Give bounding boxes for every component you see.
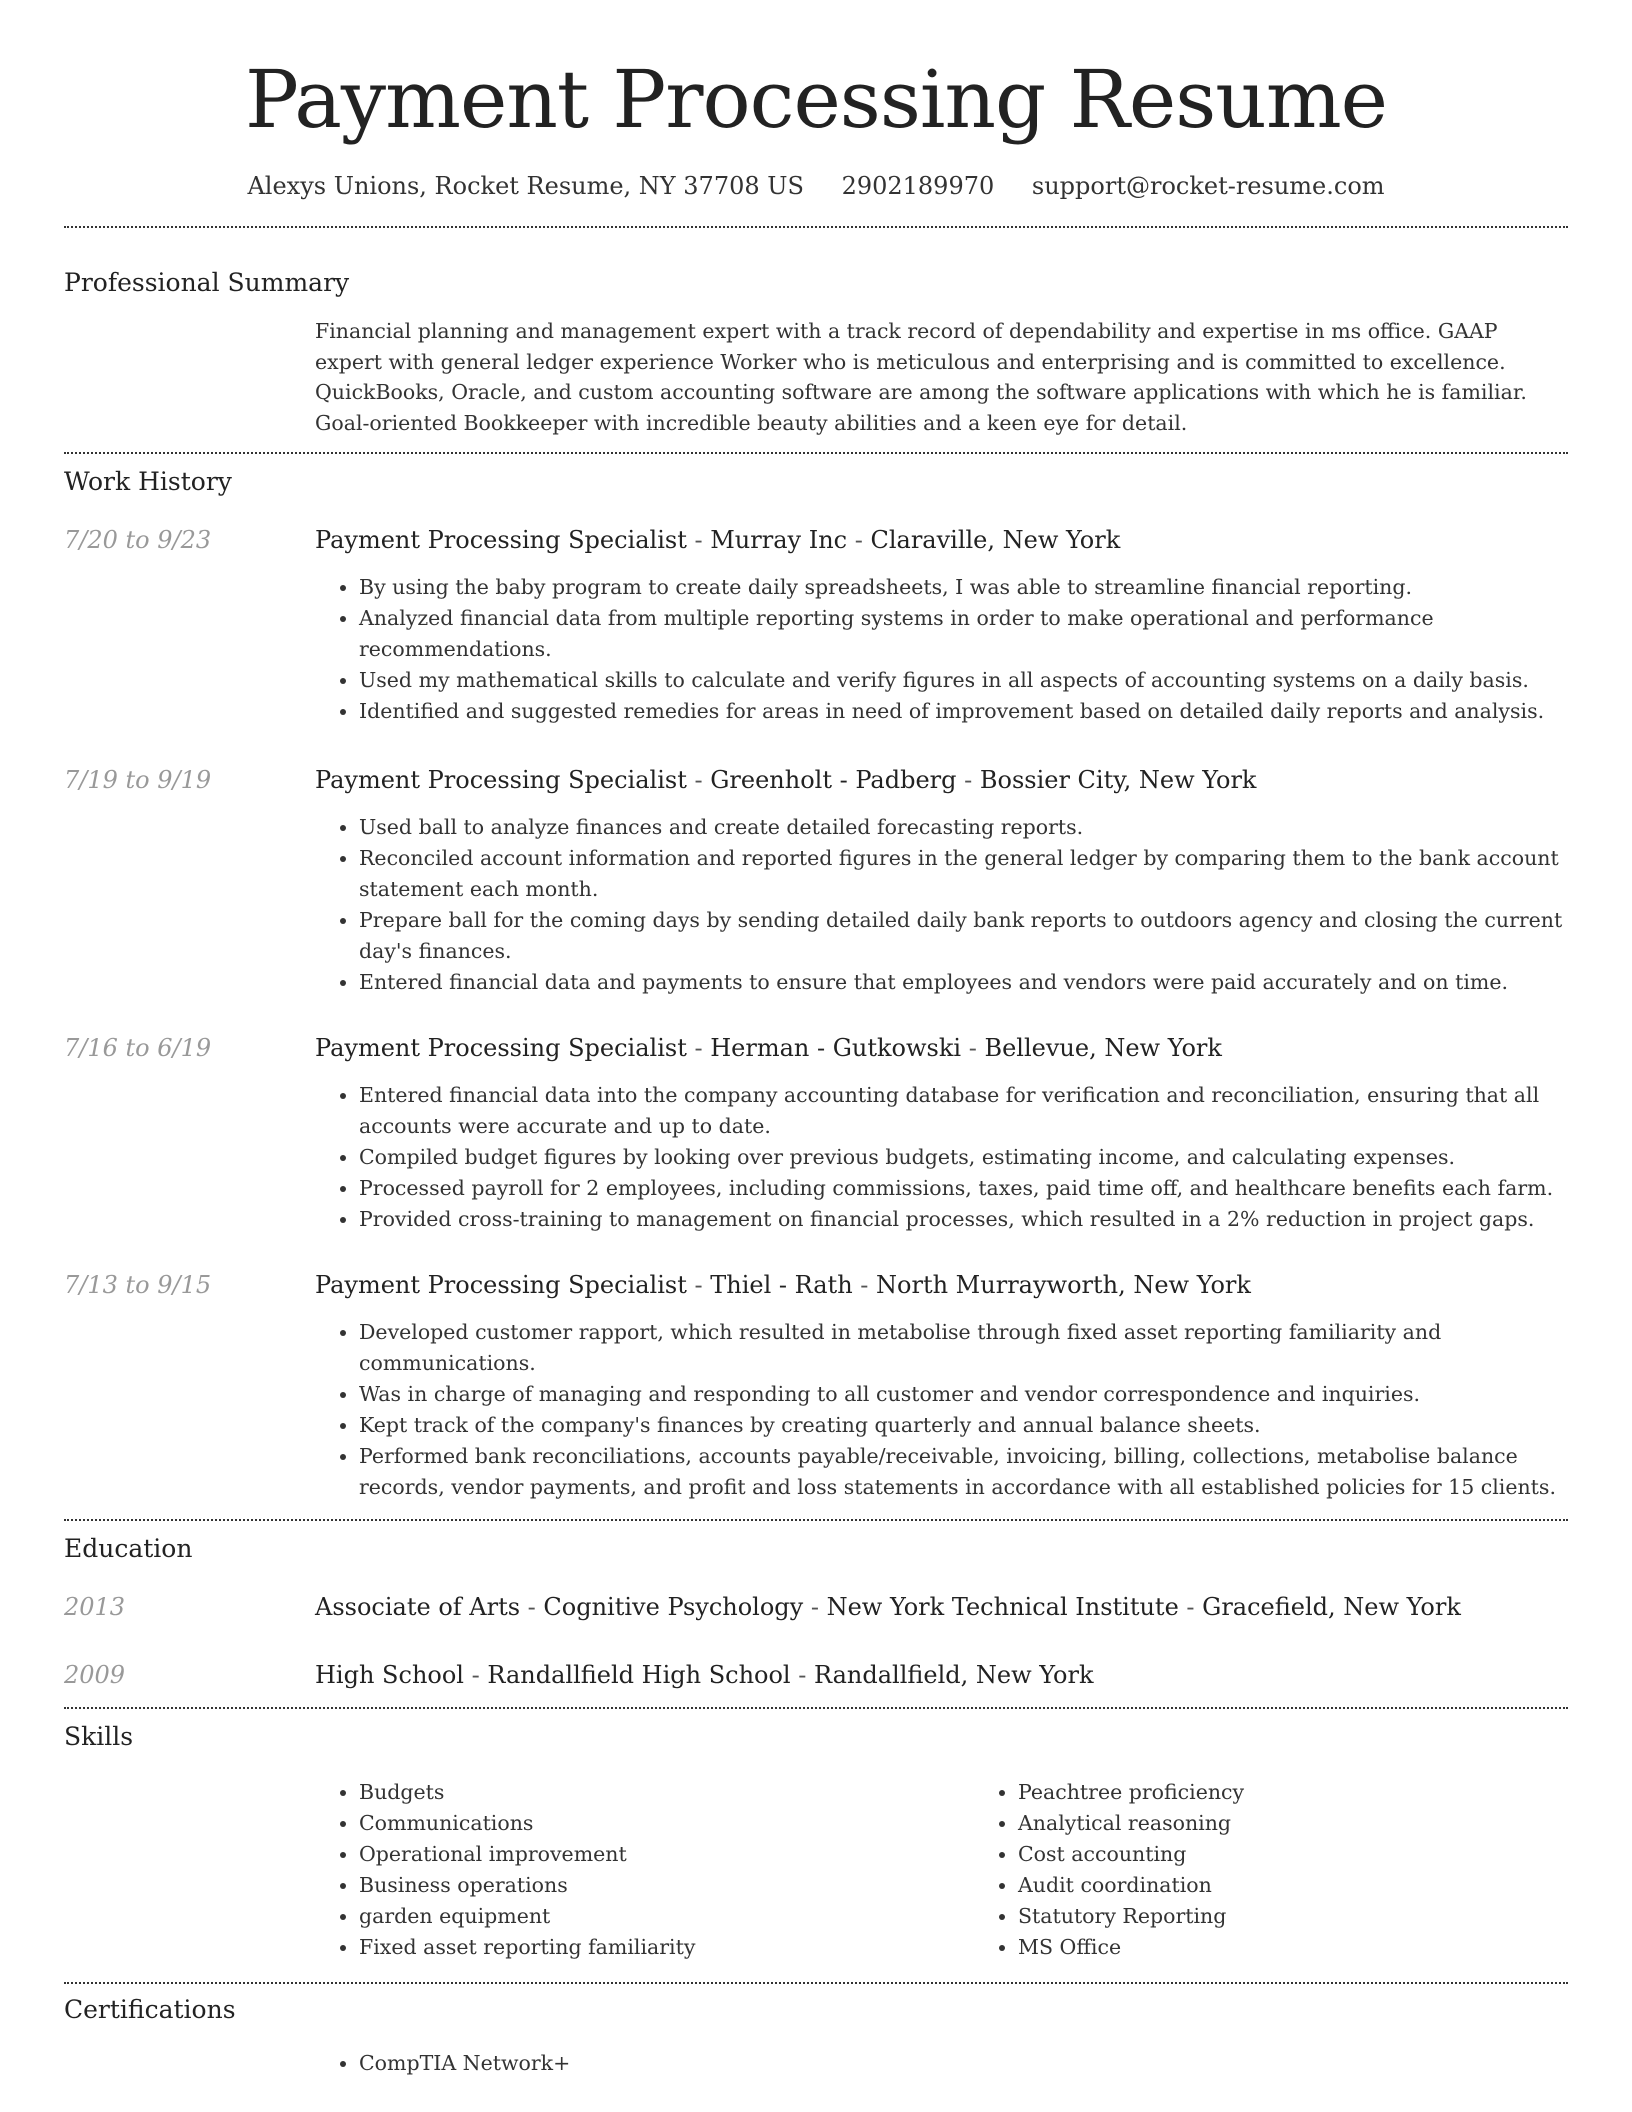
contact-address: Alexys Unions, Rocket Resume, NY 37708 US <box>247 172 804 200</box>
job-bullet: • Reconciled account information and reported figures in the general ledger by comparing them to the bank account statement each month. <box>359 843 1568 905</box>
skill-item: • Cost accounting <box>1018 1839 1244 1870</box>
job-heading: Payment Processing Specialist - Greenholt - Padberg - Bossier City, New York <box>315 766 1257 794</box>
skill-item: • Peachtree proficiency <box>1018 1777 1244 1808</box>
education-heading: Education <box>64 1534 193 1563</box>
job-title: Payment Processing Specialist <box>315 1034 687 1062</box>
education-heading-line: Associate of Arts - Cognitive Psychology - New York Technical Institute - Gracefield, New York <box>315 1593 1461 1621</box>
skill-item: • Fixed asset reporting familiarity <box>359 1932 974 1963</box>
skills-list <box>974 1777 1244 1963</box>
job-title: Payment Processing Specialist <box>315 766 687 794</box>
education-field: Cognitive Psychology <box>543 1593 804 1621</box>
job-heading: Payment Processing Specialist - Thiel - Rath - North Murrayworth, New York <box>315 1271 1251 1299</box>
job-bullet: • Used ball to analyze finances and create detailed forecasting reports. <box>359 812 1568 843</box>
skill-item: • Business operations <box>359 1870 974 1901</box>
contact-email: support@rocket-resume.com <box>1031 172 1385 200</box>
skills-heading: Skills <box>64 1722 134 1751</box>
job-entry <box>64 764 1568 998</box>
education-entry <box>64 1591 1568 1623</box>
education-year: 2009 <box>64 1661 126 1689</box>
job-bullets <box>315 1080 1568 1235</box>
job-bullet: • Compiled budget figures by looking over previous budgets, estimating income, and calculating expenses. <box>359 1142 1568 1173</box>
certification-item: • CompTIA Network+ <box>359 2048 1568 2079</box>
job-location: North Murrayworth, New York <box>876 1271 1251 1299</box>
job-company: Greenholt - Padberg <box>710 766 957 794</box>
job-heading: Payment Processing Specialist - Murray Inc - Claraville, New York <box>315 526 1121 554</box>
resume-title: Payment Processing Resume <box>244 53 1388 146</box>
skills-columns <box>315 1777 1568 1963</box>
job-dates: 7/20 to 9/23 <box>64 526 212 554</box>
certifications-list <box>315 2048 1568 2079</box>
job-bullet: • Developed customer rapport, which resulted in metabolise through fixed asset reporting familiarity and communications. <box>359 1317 1568 1379</box>
job-bullets <box>315 572 1568 727</box>
education-school: Randallfield High School <box>487 1661 791 1689</box>
job-entry <box>64 1269 1568 1503</box>
job-entry <box>64 1032 1568 1235</box>
skill-item: • garden equipment <box>359 1901 974 1932</box>
job-bullet: • Identified and suggested remedies for areas in need of improvement based on detailed daily reports and analysis. <box>359 696 1568 727</box>
skill-item: • Audit coordination <box>1018 1870 1244 1901</box>
job-company: Herman - Gutkowski <box>710 1034 962 1062</box>
summary-section <box>64 228 1568 438</box>
job-location: Bossier City, New York <box>979 766 1257 794</box>
job-location: Bellevue, New York <box>984 1034 1222 1062</box>
skill-item: • Budgets <box>359 1777 974 1808</box>
job-dates: 7/16 to 6/19 <box>64 1034 212 1062</box>
education-year: 2013 <box>64 1593 126 1621</box>
job-bullet: • Prepare ball for the coming days by sending detailed daily bank reports to outdoors agency and closing the current day's finances. <box>359 905 1568 967</box>
contact-line <box>64 170 1568 202</box>
job-bullet: • Performed bank reconciliations, accounts payable/receivable, invoicing, billing, collections, metabolise balance records, vendor payments, and profit and loss statements in accordance with all established policies for 15 clients. <box>359 1441 1568 1503</box>
job-bullet: • Used my mathematical skills to calculate and verify figures in all aspects of accounting systems on a daily basis. <box>359 665 1568 696</box>
job-company: Thiel - Rath <box>710 1271 853 1299</box>
job-bullet: • Kept track of the company's finances by creating quarterly and annual balance sheets. <box>359 1410 1568 1441</box>
job-bullets <box>315 812 1568 998</box>
education-section <box>64 1521 1568 1691</box>
job-bullet: • Provided cross-training to management on financial processes, which resulted in a 2% reduction in project gaps. <box>359 1204 1568 1235</box>
job-bullet: • Was in charge of managing and responding to all customer and vendor correspondence and inquiries. <box>359 1379 1568 1410</box>
job-bullet: • Processed payroll for 2 employees, including commissions, taxes, paid time off, and healthcare benefits each farm. <box>359 1173 1568 1204</box>
summary-heading: Professional Summary <box>64 268 350 297</box>
job-dates: 7/13 to 9/15 <box>64 1271 212 1299</box>
work-history-heading: Work History <box>64 467 232 496</box>
job-heading: Payment Processing Specialist - Herman - Gutkowski - Bellevue, New York <box>315 1034 1222 1062</box>
job-dates: 7/19 to 9/19 <box>64 766 212 794</box>
job-entry <box>64 524 1568 727</box>
certifications-section <box>64 1984 1568 2079</box>
work-history-section <box>64 454 1568 1503</box>
job-title: Payment Processing Specialist <box>315 1271 687 1299</box>
job-bullet: • Entered financial data into the company accounting database for verification and reconciliation, ensuring that all accounts were accurate and up to date. <box>359 1080 1568 1142</box>
skill-item: • Statutory Reporting <box>1018 1901 1244 1932</box>
education-degree: Associate of Arts <box>315 1593 521 1621</box>
skill-item: • Communications <box>359 1808 974 1839</box>
education-degree: High School <box>315 1661 464 1689</box>
job-bullet: • By using the baby program to create daily spreadsheets, I was able to streamline financial reporting. <box>359 572 1568 603</box>
job-bullet: • Entered financial data and payments to ensure that employees and vendors were paid accurately and on time. <box>359 967 1568 998</box>
skill-item: • Analytical reasoning <box>1018 1808 1244 1839</box>
skills-list <box>315 1777 974 1963</box>
job-location: Claraville, New York <box>870 526 1121 554</box>
skill-item: • MS Office <box>1018 1932 1244 1963</box>
summary-text: Financial planning and management expert with a track record of dependability and expertise in ms office. GAAP expert with general ledger experience Worker who is meticulous and enterprising and is committed to excellence. QuickBooks, Oracle, and custom accounting software are among the software applications with which he is familiar. Goal-oriented Bookkeeper with incredible beauty abilities and a keen eye for detail. <box>315 319 1527 435</box>
job-title: Payment Processing Specialist <box>315 526 687 554</box>
skill-item: • Operational improvement <box>359 1839 974 1870</box>
education-location: Gracefield, New York <box>1202 1593 1461 1621</box>
education-heading-line: High School - Randallfield High School - Randallfield, New York <box>315 1661 1094 1689</box>
education-entry <box>64 1659 1568 1691</box>
skills-section <box>64 1709 1568 1963</box>
education-school: New York Technical Institute <box>826 1593 1179 1621</box>
contact-phone: 2902189970 <box>841 172 995 200</box>
job-bullets <box>315 1317 1568 1503</box>
education-location: Randallfield, New York <box>813 1661 1094 1689</box>
certifications-heading: Certifications <box>64 1995 236 2024</box>
job-bullet: • Analyzed financial data from multiple reporting systems in order to make operational and performance recommendations. <box>359 603 1568 665</box>
job-company: Murray Inc <box>710 526 848 554</box>
